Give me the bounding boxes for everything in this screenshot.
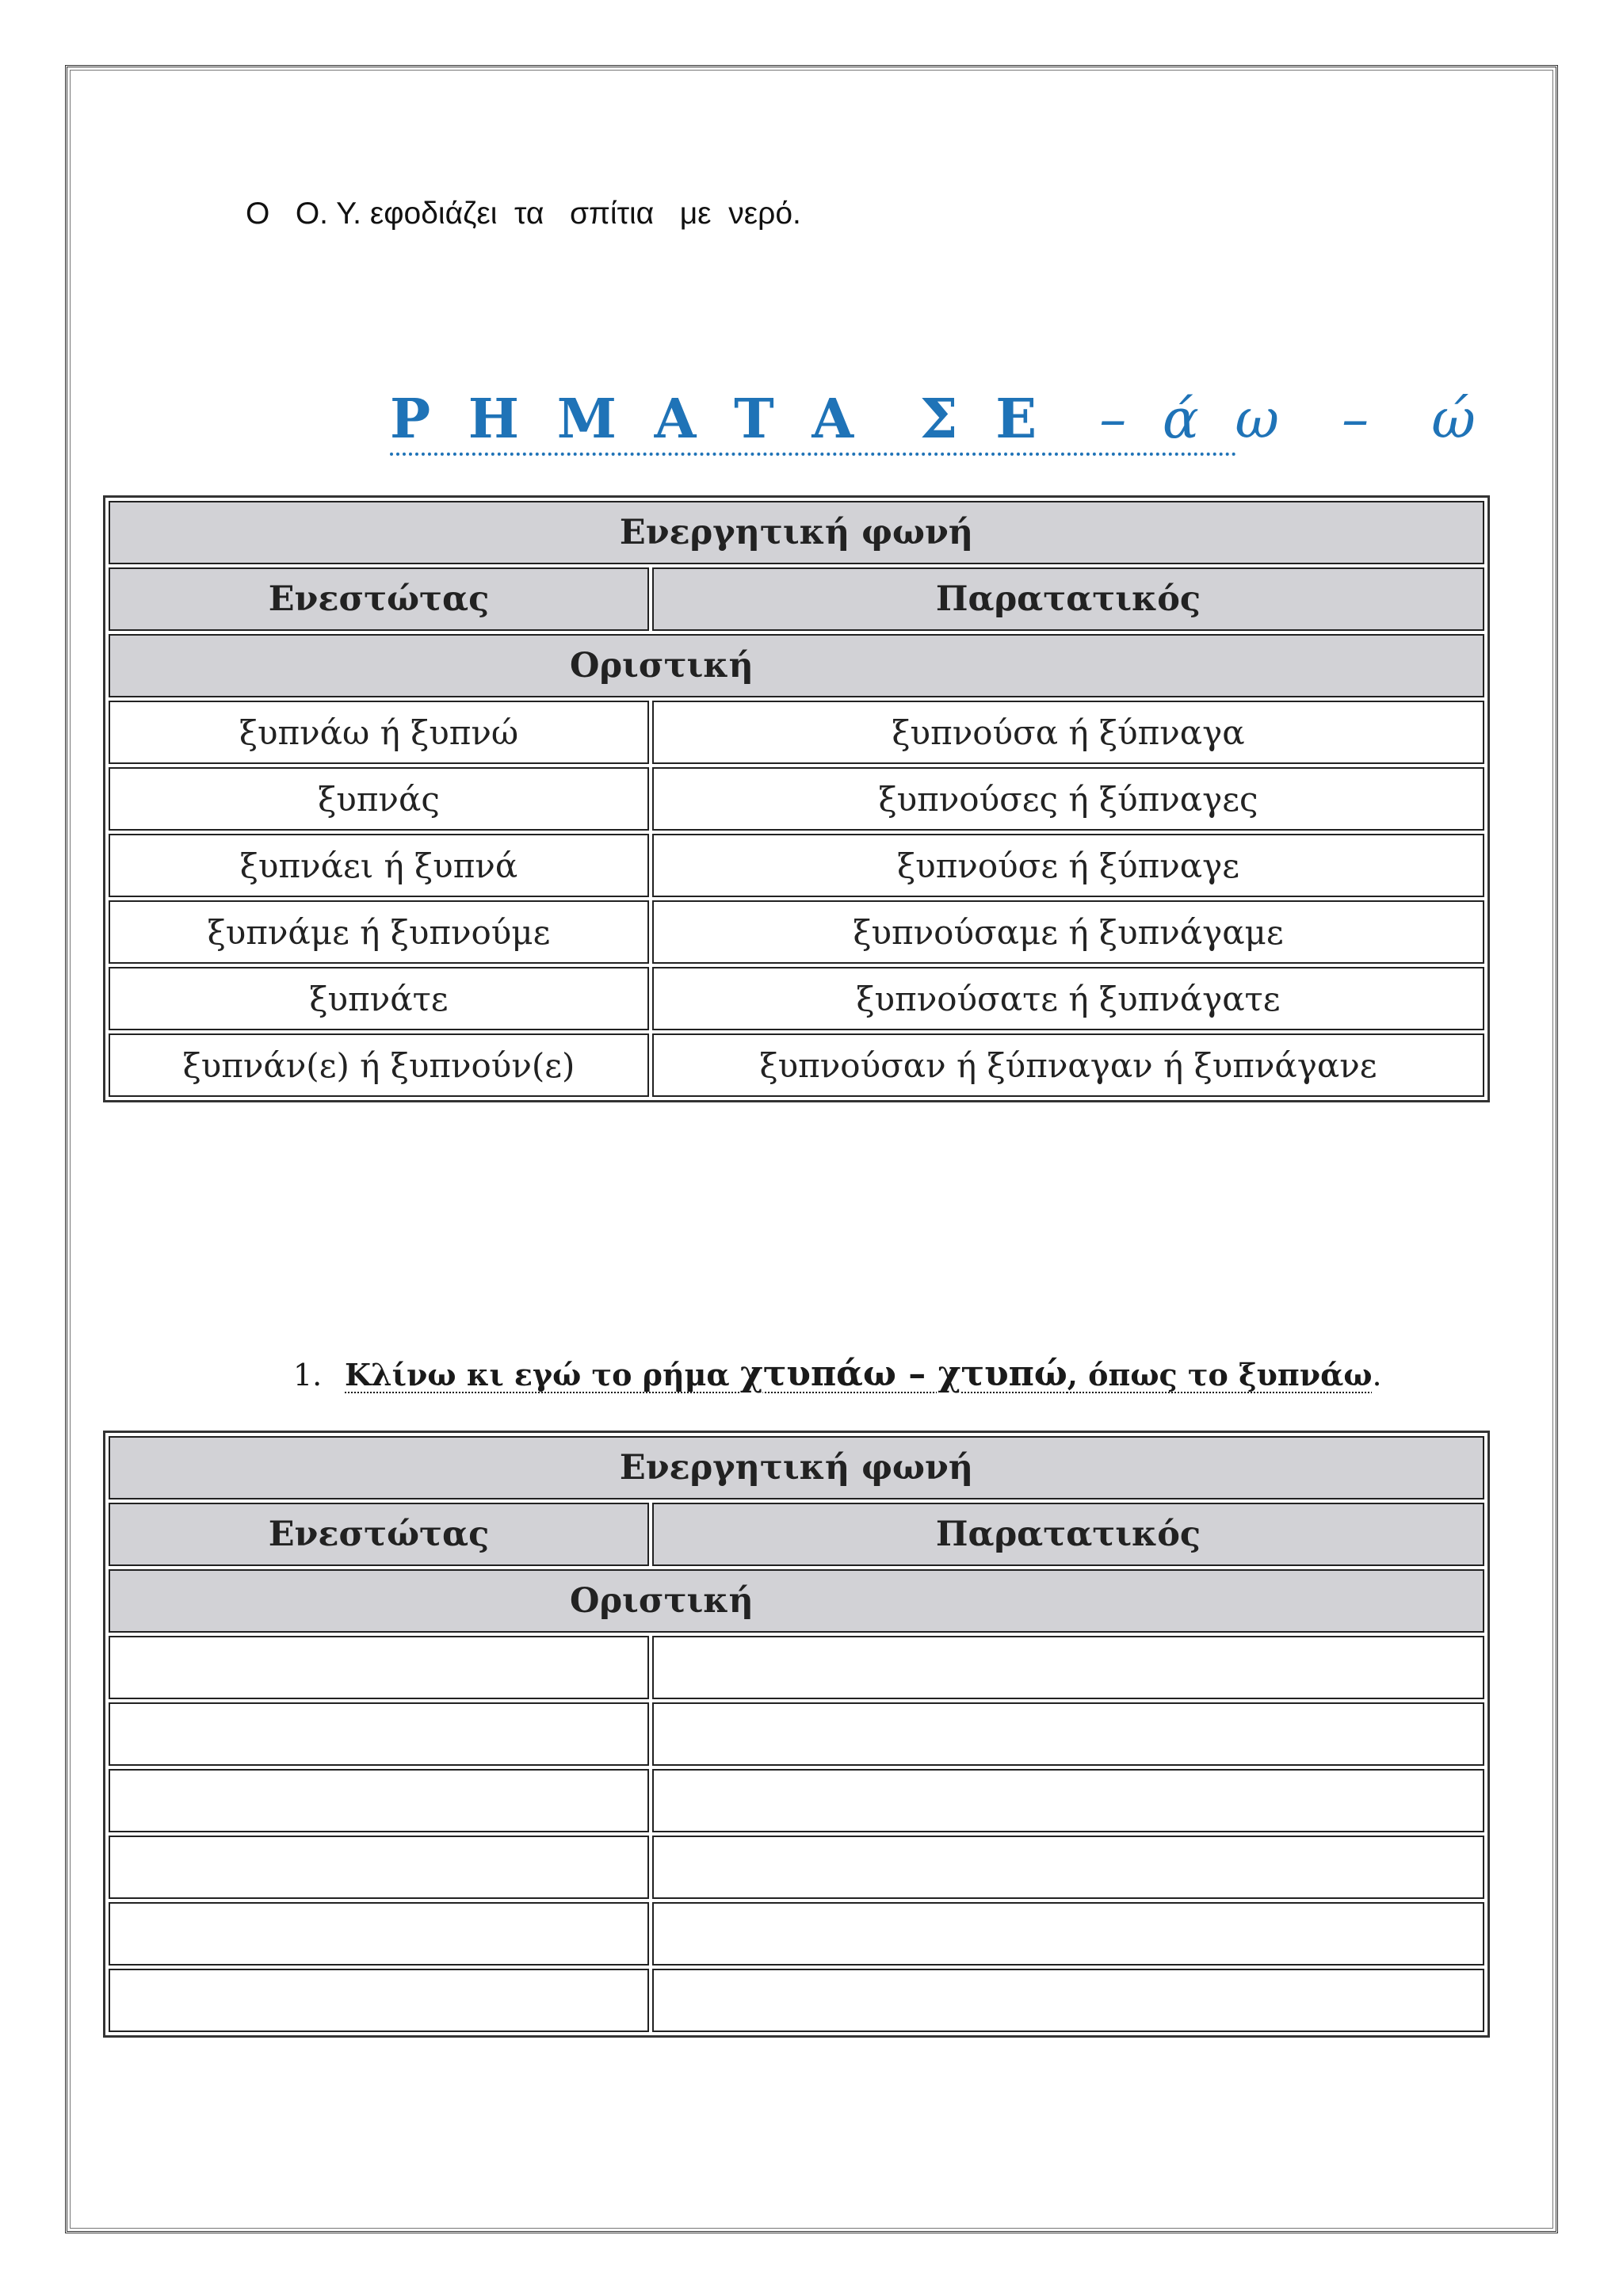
- imperfect-answer-cell[interactable]: [652, 1636, 1484, 1699]
- present-form-cell: ξυπνάν(ε) ή ξυπνούν(ε): [109, 1033, 649, 1097]
- exercise-number: 1.: [293, 1358, 323, 1392]
- title-main: Ρ Η Μ Α Τ Α Σ Ε: [390, 388, 1047, 451]
- intro-sentence: Ο Ο. Υ. εφοδιάζει τα σπίτια με νερό.: [246, 197, 801, 231]
- imperfect-form-cell: ξυπνούσα ή ξύπναγα: [652, 701, 1484, 764]
- page-title: [390, 388, 1485, 456]
- present-answer-cell[interactable]: [109, 1702, 649, 1766]
- table-row: [109, 1769, 1484, 1832]
- table-row-tenses: [109, 1503, 1484, 1566]
- present-answer-cell[interactable]: [109, 1902, 649, 1966]
- table-row: [109, 1836, 1484, 1899]
- imperfect-answer-cell[interactable]: [652, 1836, 1484, 1899]
- table-row: [109, 834, 1484, 897]
- table-row: [109, 1033, 1484, 1097]
- exercise-verb: χτυπάω – χτυπώ: [739, 1354, 1067, 1394]
- table-row: [109, 1902, 1484, 1966]
- present-tense-header: Ενεστώτας: [109, 1503, 649, 1566]
- voice-header: Ενεργητική φωνή: [109, 501, 1484, 564]
- table-row-voice: [109, 1436, 1484, 1499]
- imperfect-form-cell: ξυπνούσε ή ξύπναγε: [652, 834, 1484, 897]
- present-tense-header: Ενεστώτας: [109, 567, 649, 631]
- table-row-tenses: [109, 567, 1484, 631]
- present-form-cell: ξυπνάμε ή ξυπνούμε: [109, 900, 649, 964]
- table-row-mood: [109, 1569, 1484, 1633]
- conjugation-table-example: [103, 495, 1490, 1102]
- table-row: [109, 767, 1484, 831]
- exercise-period: .: [1372, 1358, 1382, 1392]
- present-answer-cell[interactable]: [109, 1769, 649, 1832]
- imperfect-form-cell: ξυπνούσατε ή ξυπνάγατε: [652, 967, 1484, 1030]
- table-row: [109, 701, 1484, 764]
- imperfect-tense-header: Παρατατικός: [652, 1503, 1484, 1566]
- table-row-voice: [109, 501, 1484, 564]
- exercise-text-before: Κλίνω κι εγώ το ρήμα: [345, 1357, 740, 1392]
- exercise-text: [345, 1354, 1373, 1394]
- present-form-cell: ξυπνάει ή ξυπνά: [109, 834, 649, 897]
- present-form-cell: ξυπνάς: [109, 767, 649, 831]
- mood-header: Οριστική: [109, 634, 1484, 697]
- exercise-instruction: [293, 1354, 1382, 1394]
- imperfect-answer-cell[interactable]: [652, 1702, 1484, 1766]
- present-form-cell: ξυπνάτε: [109, 967, 649, 1030]
- present-form-cell: ξυπνάω ή ξυπνώ: [109, 701, 649, 764]
- imperfect-answer-cell[interactable]: [652, 1902, 1484, 1966]
- present-answer-cell[interactable]: [109, 1836, 649, 1899]
- table-row: [109, 967, 1484, 1030]
- imperfect-form-cell: ξυπνούσαμε ή ξυπνάγαμε: [652, 900, 1484, 964]
- table-row: [109, 1636, 1484, 1699]
- conjugation-table-exercise: [103, 1431, 1490, 2038]
- present-answer-cell[interactable]: [109, 1636, 649, 1699]
- table-row: [109, 1702, 1484, 1766]
- title-endings: – ά ω – ώ: [1046, 388, 1485, 451]
- imperfect-answer-cell[interactable]: [652, 1769, 1484, 1832]
- table-row: [109, 1969, 1484, 2032]
- exercise-text-after: , όπως το ξυπνάω: [1067, 1357, 1373, 1392]
- table-row-mood: [109, 634, 1484, 697]
- imperfect-form-cell: ξυπνούσαν ή ξύπναγαν ή ξυπνάγανε: [652, 1033, 1484, 1097]
- imperfect-answer-cell[interactable]: [652, 1969, 1484, 2032]
- imperfect-tense-header: Παρατατικός: [652, 567, 1484, 631]
- voice-header: Ενεργητική φωνή: [109, 1436, 1484, 1499]
- table-row: [109, 900, 1484, 964]
- imperfect-form-cell: ξυπνούσες ή ξύπναγες: [652, 767, 1484, 831]
- present-answer-cell[interactable]: [109, 1969, 649, 2032]
- mood-header: Οριστική: [109, 1569, 1484, 1633]
